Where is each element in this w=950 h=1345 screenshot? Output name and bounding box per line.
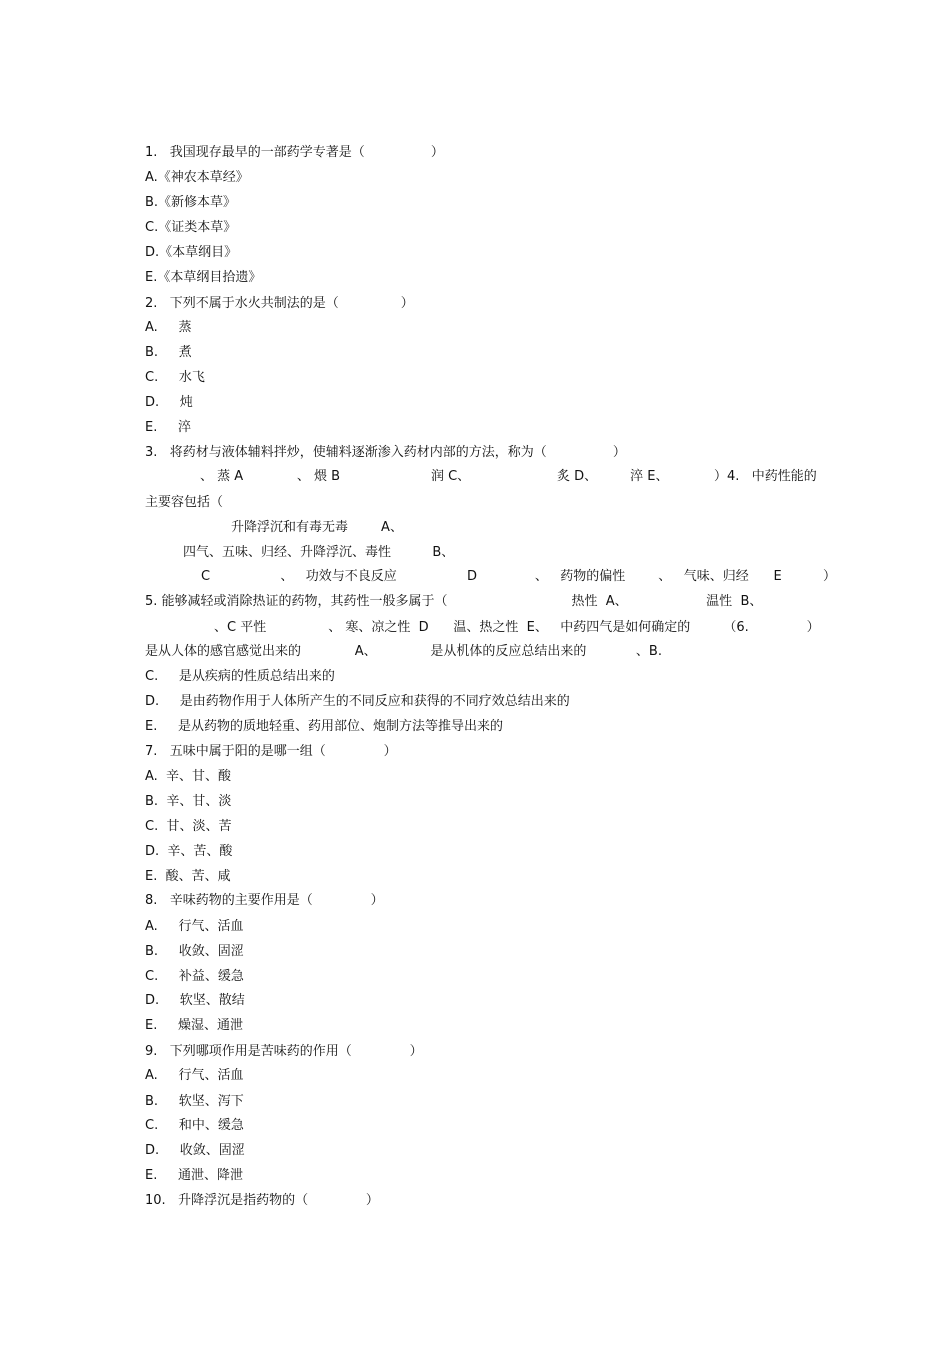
q8-stem: 8. 辛味药物的主要作用是（ ） (145, 893, 384, 908)
q2-stem: 2. 下列不属于水火共制法的是（ ） (145, 296, 414, 311)
q3-options-q4-stem: 、 蒸 A 、 煨 B 润 C、 炙 D、 淬 E、 ）4. 中药性能的 (200, 469, 817, 484)
q2-option-d: D. 炖 (145, 395, 193, 410)
q6-option-d: D. 是由药物作用于人体所产生的不同反应和获得的不同疗效总结出来的 (145, 694, 570, 709)
q2-option-b: B. 煮 (145, 345, 192, 360)
q1-option-d: D.《本草纲目》 (145, 245, 238, 260)
q5-stem: 5. 能够减轻或消除热证的药物，其药性一般多属于（ 热性 A、 温性 B、 (145, 594, 763, 609)
q1-stem: 1. 我国现存最早的一部药学专著是（ ） (145, 145, 444, 160)
q6-option-e: E. 是从药物的质地轻重、药用部位、炮制方法等推导出来的 (145, 719, 504, 734)
q4-options-line-2: 四气、五味、归经、升降浮沉、毒性 B、 (183, 545, 455, 560)
q8-option-d: D. 软坚、散结 (145, 993, 245, 1008)
q9-option-b: B. 软坚、泻下 (145, 1094, 244, 1109)
q1-option-e: E.《本草纲目拾遗》 (145, 270, 262, 285)
q8-option-e: E. 燥湿、通泄 (145, 1018, 244, 1033)
q6-option-c: C. 是从疾病的性质总结出来的 (145, 669, 335, 684)
q7-option-b: B. 辛、甘、淡 (145, 794, 232, 809)
q2-option-c: C. 水飞 (145, 370, 205, 385)
q9-option-a: A. 行气、活血 (145, 1068, 244, 1083)
q8-option-a: A. 行气、活血 (145, 919, 244, 934)
q4-options-line-1: 升降浮沉和有毒无毒 A、 (231, 520, 403, 535)
q7-stem: 7. 五味中属于阳的是哪一组（ ） (145, 744, 397, 759)
q1-option-c: C.《证类本草》 (145, 220, 237, 235)
q9-stem: 9. 下列哪项作用是苦味药的作用（ ） (145, 1044, 423, 1059)
q1-option-b: B.《新修本草》 (145, 195, 237, 210)
q7-option-a: A. 辛、甘、酸 (145, 769, 232, 784)
q7-option-e: E. 酸、苦、咸 (145, 869, 231, 884)
q8-option-b: B. 收敛、固涩 (145, 944, 244, 959)
q2-option-e: E. 淬 (145, 420, 192, 435)
q4-stem-continued: 主要容包括（ (145, 495, 224, 510)
q6-options-line-1: 是从人体的感官感觉出来的 A、 是从机体的反应总结出来的 、B. (145, 644, 662, 659)
q8-option-c: C. 补益、缓急 (145, 969, 244, 984)
q3-stem: 3. 将药材与液体辅料拌炒，使辅料逐渐渗入药材内部的方法，称为（ ） (145, 445, 626, 460)
q9-option-e: E. 通泄、降泄 (145, 1168, 244, 1183)
q1-option-a: A.《神农本草经》 (145, 170, 249, 185)
q7-option-d: D. 辛、苦、酸 (145, 844, 233, 859)
q2-option-a: A. 蒸 (145, 320, 192, 335)
q10-stem: 10. 升降浮沉是指药物的（ ） (145, 1193, 379, 1208)
q7-option-c: C. 甘、淡、苦 (145, 819, 232, 834)
q9-option-d: D. 收敛、固涩 (145, 1143, 245, 1158)
q5-options-q6-stem: 、C 平性 、 寒、凉之性 D 温、热之性 E、 中药四气是如何确定的 （6. ） (214, 620, 820, 635)
q9-option-c: C. 和中、缓急 (145, 1118, 244, 1133)
q4-options-line-3: C 、 功效与不良反应 D 、 药物的偏性 、 气味、归经 E ） (201, 569, 837, 584)
